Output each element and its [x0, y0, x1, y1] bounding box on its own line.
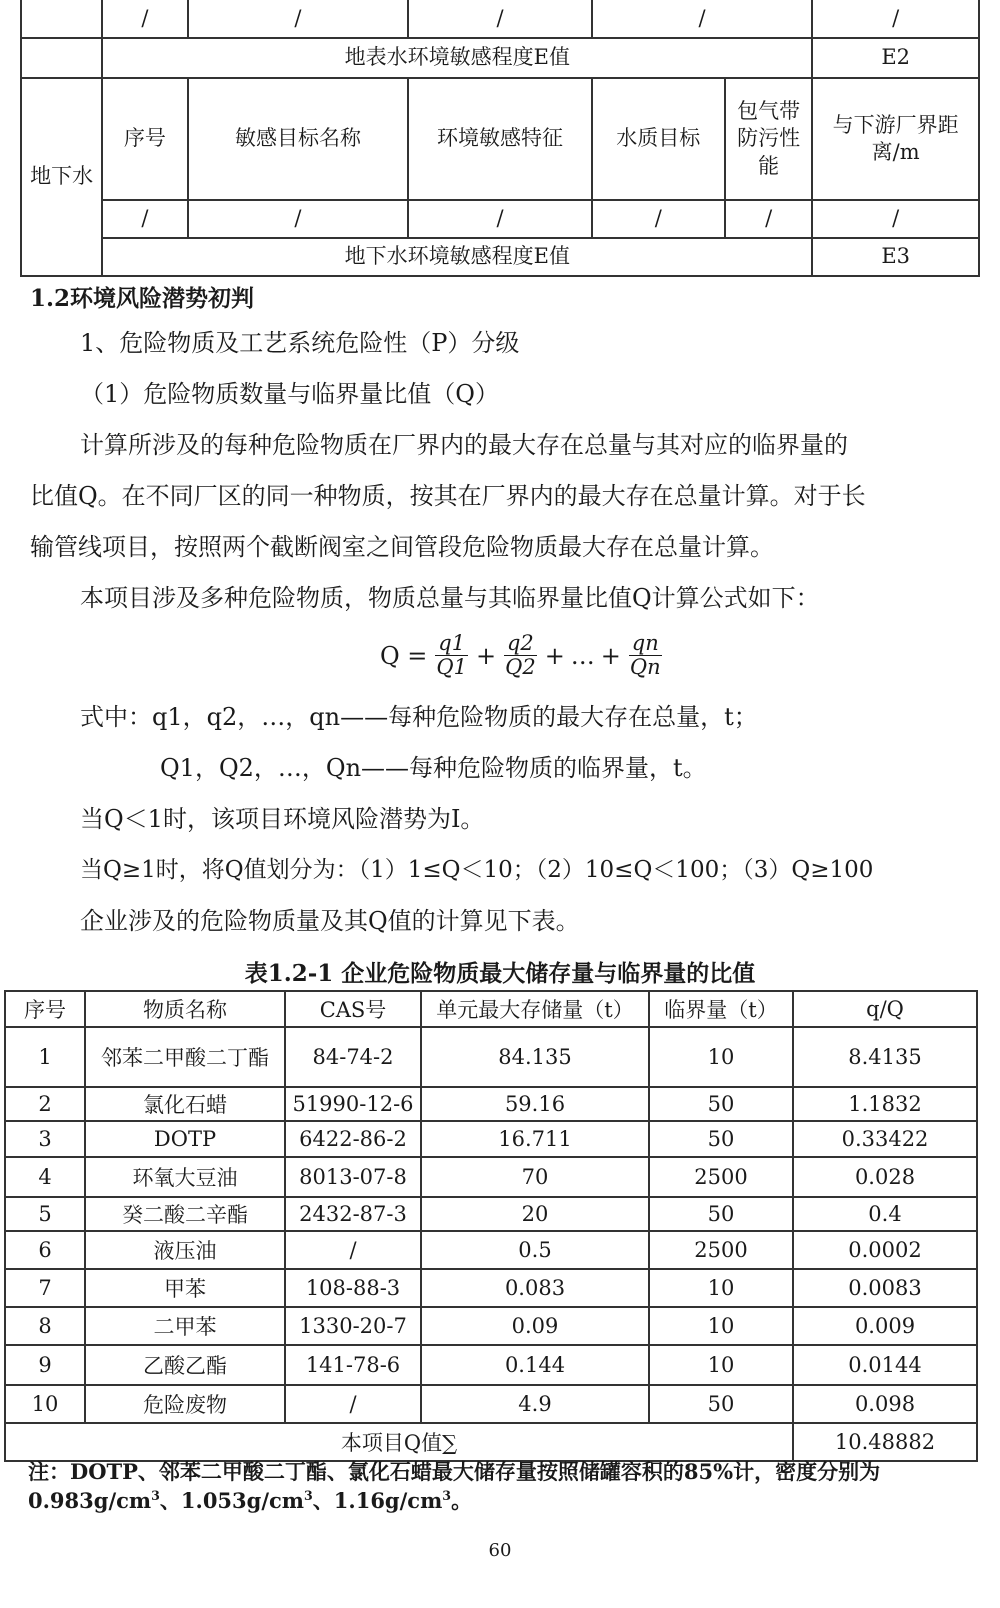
- table-cell: 1330-20-7: [285, 1307, 421, 1345]
- table-cell: /: [408, 200, 591, 238]
- paragraph: 当Q＜1时，该项目环境风险潜势为I。: [80, 805, 485, 833]
- table-cell: 0.009: [793, 1307, 977, 1345]
- table-cell: 0.098: [793, 1385, 977, 1423]
- table-cell: 5: [5, 1197, 85, 1231]
- table-cell: /: [812, 0, 979, 38]
- groundwater-e-label: 地下水环境敏感程度E值: [102, 238, 812, 276]
- table-row: [5, 1269, 977, 1307]
- paragraph: 计算所涉及的每种危险物质在厂界内的最大存在总量与其对应的临界量的: [80, 431, 848, 459]
- table-row: [5, 1231, 977, 1269]
- table-cell: 50: [649, 1385, 793, 1423]
- q-formula: Q = $\frac{q1}{Q1}$ + $\frac{q2}{Q2}$ + … + $\frac{qn}{Qn}$: [380, 632, 664, 679]
- table-cell: 10: [649, 1307, 793, 1345]
- paragraph: 当Q≥1时，将Q值划分为：（1）1≤Q＜10；（2）10≤Q＜100；（3）Q≥100: [80, 857, 874, 883]
- table-cell: /: [812, 200, 979, 238]
- table-cell: 9: [5, 1345, 85, 1385]
- table-cell: 50: [649, 1197, 793, 1231]
- table-cell: 10: [649, 1027, 793, 1087]
- table-cell: 癸二酸二辛酯: [85, 1197, 285, 1231]
- page-number: 60: [488, 1540, 512, 1561]
- table-cell: 0.028: [793, 1157, 977, 1197]
- paragraph: 企业涉及的危险物质量及其Q值的计算见下表。: [80, 907, 580, 935]
- surface-e-label: 地表水环境敏感程度E值: [102, 38, 812, 78]
- paragraph: 输管线项目，按照两个截断阀室之间管段危险物质最大存在总量计算。: [30, 533, 774, 561]
- table-row: [5, 1027, 977, 1087]
- table-cell: 液压油: [85, 1231, 285, 1269]
- column-header: 与下游厂界距离/m: [812, 78, 979, 200]
- section-heading: 1.2环境风险潜势初判: [30, 285, 255, 312]
- formula-fraction: $\frac{q2}{Q2}$: [505, 631, 536, 680]
- table-cell: DOTP: [85, 1121, 285, 1157]
- table-row: [5, 1345, 977, 1385]
- table-cell: 0.144: [421, 1345, 649, 1385]
- table-cell: 59.16: [421, 1087, 649, 1121]
- formula-lhs: Q =: [380, 641, 428, 670]
- column-header: 序号: [5, 991, 85, 1027]
- paragraph: 本项目涉及多种危险物质，物质总量与其临界量比值Q计算公式如下：: [80, 584, 820, 612]
- table-cell: 6422-86-2: [285, 1121, 421, 1157]
- table-cell: 0.4: [793, 1197, 977, 1231]
- table-note: 注：DOTP、邻苯二甲酸二丁酯、氯化石蜡最大储存量按照储罐容积的85%计，密度分别为$0.983g/cm^3$、$1.053g/cm^3$、$1.16g/cm^3$。: [28, 1459, 881, 1514]
- table-cell: /: [102, 0, 187, 38]
- table-cell: 6: [5, 1231, 85, 1269]
- column-header: 序号: [102, 78, 187, 200]
- surface-data-row: [21, 0, 979, 38]
- table-cell: 50: [649, 1087, 793, 1121]
- table-cell: 108-88-3: [285, 1269, 421, 1307]
- paragraph: 1、危险物质及工艺系统危险性（P）分级: [80, 329, 520, 357]
- paragraph: 比值Q。在不同厂区的同一种物质，按其在厂界内的最大存在总量计算。对于长: [30, 482, 866, 510]
- table-cell: 2500: [649, 1231, 793, 1269]
- table-cell: 0.0002: [793, 1231, 977, 1269]
- table-row: [5, 1157, 977, 1197]
- table-cell: 0.09: [421, 1307, 649, 1345]
- table-cell: /: [592, 200, 725, 238]
- total-label: 本项目Q值∑: [5, 1423, 793, 1461]
- total-value: 10.48882: [793, 1423, 977, 1461]
- column-header: q/Q: [793, 991, 977, 1027]
- table-cell: /: [408, 0, 591, 38]
- groundwater-e-value: E3: [812, 238, 979, 276]
- table-cell: 环氧大豆油: [85, 1157, 285, 1197]
- table-cell: 7: [5, 1269, 85, 1307]
- table-cell: /: [285, 1385, 421, 1423]
- groundwater-header-row: [21, 78, 979, 200]
- table-cell: 4.9: [421, 1385, 649, 1423]
- groundwater-label: 地下水: [21, 78, 102, 276]
- table-cell: 10: [649, 1345, 793, 1385]
- column-header: 包气带防污性能: [725, 78, 812, 200]
- column-header: 水质目标: [592, 78, 725, 200]
- table-cell: 4: [5, 1157, 85, 1197]
- table-row: [5, 1385, 977, 1423]
- table-caption: 表1.2-1 企业危险物质最大储存量与临界量的比值: [244, 960, 756, 987]
- total-row: [5, 1423, 977, 1461]
- table-cell: /: [102, 200, 187, 238]
- table-row: [5, 1121, 977, 1157]
- column-header: 环境敏感特征: [408, 78, 591, 200]
- formula-fraction: $\frac{q1}{Q1}$: [436, 631, 467, 680]
- table-cell: 51990-12-6: [285, 1087, 421, 1121]
- table-cell: 0.0144: [793, 1345, 977, 1385]
- table-cell: 1: [5, 1027, 85, 1087]
- table-cell: 3: [5, 1121, 85, 1157]
- table-cell: 8.4135: [793, 1027, 977, 1087]
- table-cell: /: [285, 1231, 421, 1269]
- table-cell: 70: [421, 1157, 649, 1197]
- table-cell: 乙酸乙酯: [85, 1345, 285, 1385]
- paragraph: （1）危险物质数量与临界量比值（Q）: [80, 380, 499, 408]
- table-cell: /: [188, 0, 409, 38]
- paragraph: Q1，Q2，…，Qn——每种危险物质的临界量，t。: [160, 754, 707, 782]
- table-cell: 10: [649, 1269, 793, 1307]
- groundwater-data-row: [21, 200, 979, 238]
- surface-e-row: [21, 38, 979, 78]
- sensitivity-table: [20, 0, 980, 277]
- table-cell: 16.711: [421, 1121, 649, 1157]
- table-cell: 84.135: [421, 1027, 649, 1087]
- table-cell: 84-74-2: [285, 1027, 421, 1087]
- table-cell: 8: [5, 1307, 85, 1345]
- groundwater-e-row: [21, 238, 979, 276]
- column-header: 物质名称: [85, 991, 285, 1027]
- table-cell: 甲苯: [85, 1269, 285, 1307]
- table-cell: /: [725, 200, 812, 238]
- table-cell: 2432-87-3: [285, 1197, 421, 1231]
- table-cell: 10: [5, 1385, 85, 1423]
- table-cell: /: [592, 0, 813, 38]
- table-cell: 141-78-6: [285, 1345, 421, 1385]
- table-cell: 0.5: [421, 1231, 649, 1269]
- table-cell: 8013-07-8: [285, 1157, 421, 1197]
- table-cell: 1.1832: [793, 1087, 977, 1121]
- surface-e-value: E2: [812, 38, 979, 78]
- table-cell: 2500: [649, 1157, 793, 1197]
- table-cell: 0.0083: [793, 1269, 977, 1307]
- column-header: 敏感目标名称: [188, 78, 409, 200]
- table-cell: 危险废物: [85, 1385, 285, 1423]
- paragraph: 式中：q1，q2，…，qn——每种危险物质的最大存在总量，t；: [80, 703, 758, 731]
- table-cell: 邻苯二甲酸二丁酯: [85, 1027, 285, 1087]
- table-cell: 氯化石蜡: [85, 1087, 285, 1121]
- table-cell: 20: [421, 1197, 649, 1231]
- table-cell: 0.083: [421, 1269, 649, 1307]
- column-header: CAS号: [285, 991, 421, 1027]
- formula-fraction: $\frac{qn}{Qn}$: [629, 631, 661, 680]
- table-row: [5, 1197, 977, 1231]
- table-cell: 50: [649, 1121, 793, 1157]
- table-cell: 2: [5, 1087, 85, 1121]
- hazardous-substance-table: [4, 990, 978, 1462]
- column-header: 临界量（t）: [649, 991, 793, 1027]
- table-row: [5, 1087, 977, 1121]
- table-row: [5, 1307, 977, 1345]
- table-cell: /: [188, 200, 409, 238]
- table-header-row: [5, 991, 977, 1027]
- column-header: 单元最大存储量（t）: [421, 991, 649, 1027]
- table-cell: 0.33422: [793, 1121, 977, 1157]
- table-cell: 二甲苯: [85, 1307, 285, 1345]
